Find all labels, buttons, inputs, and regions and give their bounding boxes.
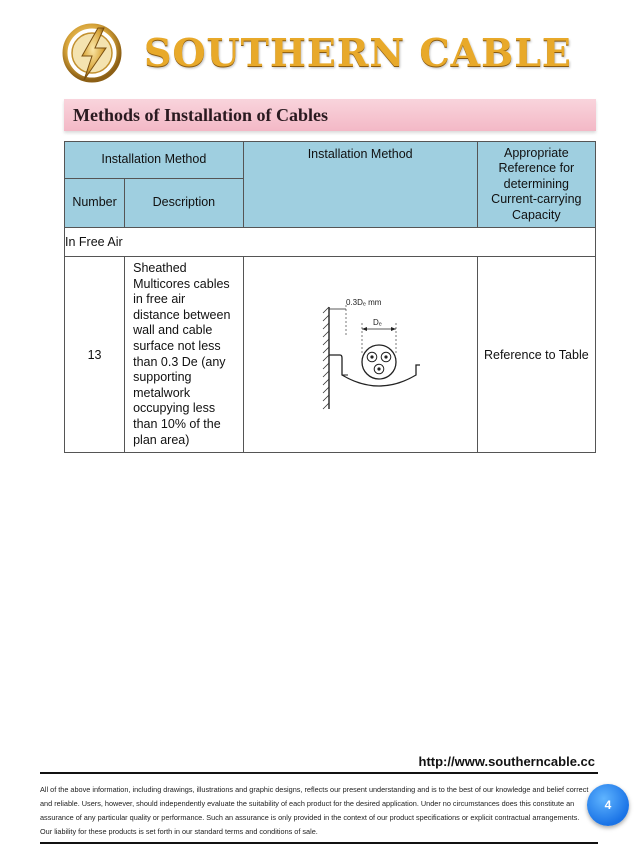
diagram-diameter-label: Dₑ bbox=[372, 318, 382, 328]
group-row bbox=[65, 228, 596, 257]
header-description: Description bbox=[125, 179, 244, 228]
installation-methods-table bbox=[64, 141, 596, 453]
table-row bbox=[65, 257, 596, 453]
header-reference: Appropriate Reference for determining Current-carrying Capacity bbox=[477, 142, 595, 228]
section-title: Methods of Installation of Cables bbox=[73, 105, 329, 125]
company-logo bbox=[62, 22, 124, 84]
header-number: Number bbox=[65, 179, 125, 228]
footer-divider-top bbox=[40, 772, 598, 774]
footer-divider-bottom bbox=[40, 842, 598, 844]
header-installation-method-group: Installation Method bbox=[65, 142, 244, 179]
page-number-badge: 4 bbox=[587, 784, 629, 826]
installation-diagram-cell bbox=[243, 257, 477, 453]
group-label: In Free Air bbox=[65, 228, 596, 257]
row-number: 13 bbox=[65, 257, 125, 453]
brand-name: SOUTHERN CABLE bbox=[144, 30, 572, 75]
row-reference: Reference to Table bbox=[477, 257, 595, 453]
installation-diagram bbox=[244, 257, 477, 452]
header-installation-method: Installation Method bbox=[243, 142, 477, 228]
footer-disclaimer: All of the above information, including drawings, illustrations and graphic designs, reflects our present understanding and is to the best of our knowledge and belief correct and reliable. Users, however, should independently evaluate the suitability of each product for the desired application. Under no circumstances does this constitute an assurance of any particular quality or performance. Such an assurance is only provided in the context of our product specifications or explicit contractual arrangements. Our liability for these products is set forth in our standard terms and conditions of sale. bbox=[40, 785, 589, 836]
diagram-distance-label: 0.3Dₑ mm bbox=[345, 298, 382, 308]
row-description: Sheathed Multicores cables in free air distance between wall and cable surface not less than 0.3 De (any supporting metalwork occupying less than 10% of the plan area) bbox=[125, 257, 244, 453]
website-url[interactable]: http://www.southerncable.cc bbox=[418, 754, 595, 769]
section-banner bbox=[64, 99, 596, 131]
